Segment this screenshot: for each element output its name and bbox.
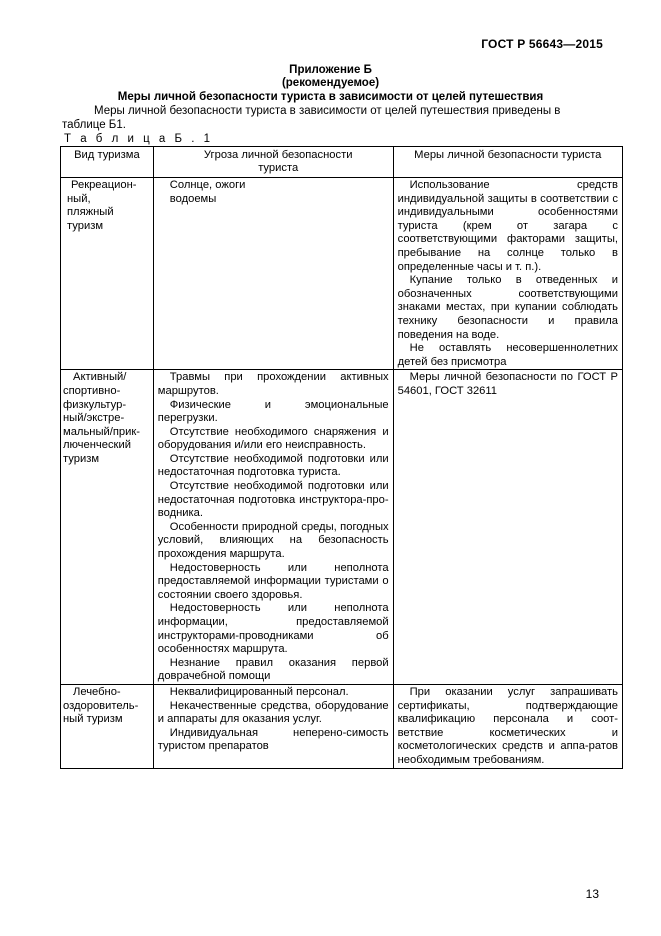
table-row — [61, 684, 623, 768]
table-caption: Т а б л и ц а Б . 1 — [64, 133, 214, 145]
table-header-row — [61, 147, 623, 178]
threat-item: Незнание правил оказания первой доврачебной помощи — [157, 656, 389, 683]
threat-item: Травмы при прохождении активных маршрутов. — [157, 371, 389, 397]
threat-item: водоемы — [169, 192, 217, 205]
threat-item: Физические и эмоциональные перегрузки. — [157, 398, 389, 425]
safety-table — [60, 146, 623, 769]
measures-cell — [393, 178, 622, 370]
table-row — [61, 178, 623, 370]
threat-item: Недостоверность или неполнота предоставляемой информации туристами о состоянии своего здоровья. — [157, 561, 389, 601]
measure-item: Купание только в отведенных и обозначенных соответствующими знаками местах, при купании соблюдать технику безопасности и правила поведения на воде. — [397, 274, 618, 341]
threat-item: Недостоверность или неполнота информации, предоставляемой инструкторами-проводниками об особенностях маршрута. — [157, 602, 389, 656]
threat-item: Особенности природной среды, погодных условий, влияющих на безопасность прохождения маршрута. — [157, 520, 389, 561]
measure-item: Меры личной безопасности по ГОСТ Р 54601, ГОСТ 32611 — [397, 371, 618, 397]
measure-item: Использование средств индивидуальной защиты в соответствии с индивидуальными особенностями туриста (крем от загара с соответствующими факторами защиты, пребывание на солнце только в определенные часы и т. п.). — [397, 179, 618, 273]
threat-cell — [153, 178, 393, 370]
tourism-type-cell: Рекреацион- ный, пляжный туризм — [61, 178, 154, 370]
measures-cell — [393, 684, 622, 768]
intro-paragraph: Меры личной безопасности туриста в зависимости от целей путешествия приведены в таблице Б1. — [62, 105, 561, 131]
measures-cell — [393, 370, 622, 685]
appendix-title: Приложение Б — [289, 64, 372, 76]
tourism-type-cell: Лечебно- оздоровитель- ный туризм — [61, 684, 154, 768]
appendix-status: (рекомендуемое) — [281, 77, 380, 89]
threat-item: Неквалифицированный персонал. — [169, 685, 349, 698]
page-number: 13 — [585, 887, 599, 901]
threat-item: Отсутствие необходимого снаряжения и оборудования и/или его неисправность. — [157, 425, 389, 452]
threat-cell — [153, 684, 393, 768]
measure-item: При оказании услуг запрашивать сертификаты, подтверждающие квалификацию персонала и соот-ветствие косметических и косметологических средств и аппа-ратов необходимым требованиям. — [397, 685, 618, 766]
threat-item: Отсутствие необходимой подготовки или недостаточная подготовка туриста. — [157, 452, 389, 479]
tourism-type-cell: Активный/ спортивно- физкультур- ный/экстре- мальный/прик- люченческий туризм — [61, 370, 154, 685]
threat-item: Отсутствие необходимой подготовки или недостаточная подготовка инструктора-про-водника. — [157, 480, 389, 520]
standard-number: ГОСТ Р 56643—2015 — [481, 37, 603, 51]
measure-item: Не оставлять несовершеннолетних детей без присмотра — [397, 342, 618, 368]
threat-item: Некачественные средства, оборудование и аппараты для оказания услуг. — [157, 699, 389, 726]
appendix-subject: Меры личной безопасности туриста в зависимости от целей путешествия — [117, 91, 544, 103]
header-tourism-type: Вид туризма — [61, 147, 154, 178]
header-measures: Меры личной безопасности туриста — [393, 147, 622, 178]
threat-item: Индивидуальная неперено-симость туристом препаратов — [157, 726, 389, 753]
header-threat: Угроза личной безопасности туриста — [153, 147, 393, 178]
table-row — [61, 370, 623, 685]
threat-cell — [153, 370, 393, 685]
threat-item: Солнце, ожоги — [169, 179, 246, 191]
